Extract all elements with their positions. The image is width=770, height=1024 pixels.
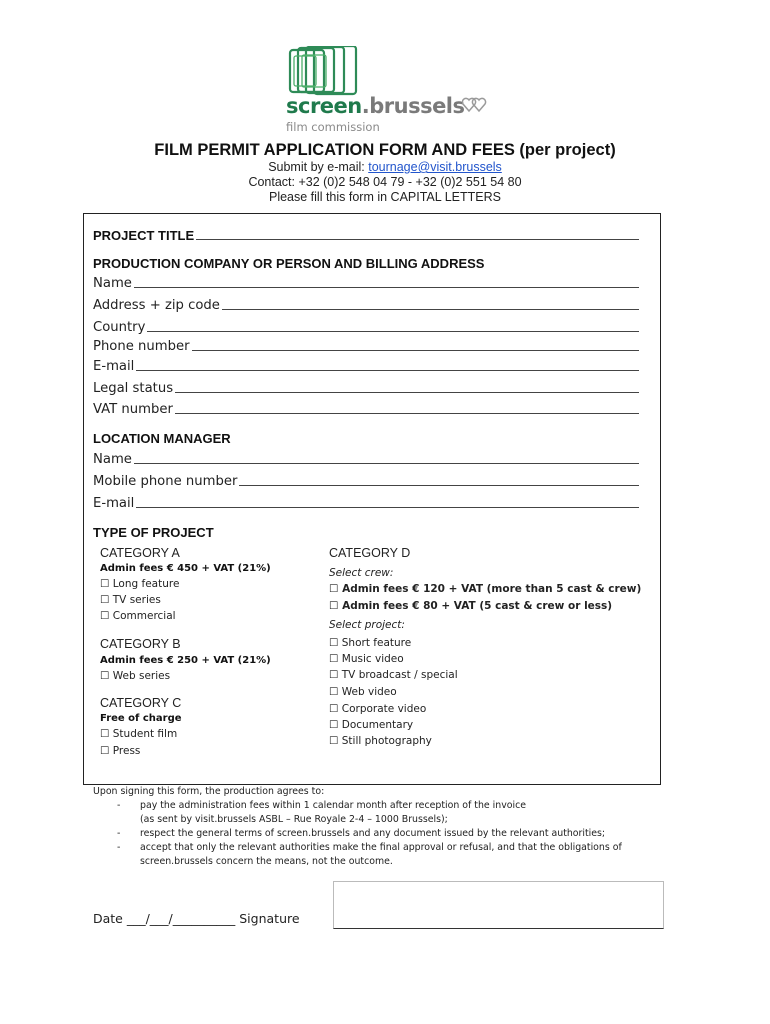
checkbox-icon: ☐: [329, 653, 339, 665]
checkbox-icon: ☐: [100, 670, 110, 682]
checkbox-icon: ☐: [100, 745, 110, 757]
category-a-fee: Admin fees € 450 + VAT (21%): [100, 563, 271, 574]
checkbox-student-film[interactable]: ☐ Student film: [100, 728, 178, 740]
checkbox-crew-5-or-less[interactable]: ☐ Admin fees € 80 + VAT (5 cast & crew or less): [329, 600, 613, 612]
type-of-project-heading: TYPE OF PROJECT: [93, 525, 214, 540]
terms-bullet-2: respect the general terms of screen.brussels and any document issued by the relevant authorities;: [140, 828, 606, 839]
category-b-fee: Admin fees € 250 + VAT (21%): [100, 655, 271, 666]
terms-dash: -: [117, 800, 121, 811]
checkbox-icon: ☐: [100, 610, 110, 622]
location-manager-heading: LOCATION MANAGER: [93, 431, 231, 446]
checkbox-press[interactable]: ☐ Press: [100, 745, 141, 757]
production-legal-status-field[interactable]: Legal status: [93, 381, 639, 396]
checkbox-short-feature[interactable]: ☐ Short feature: [329, 637, 412, 649]
page-title: FILM PERMIT APPLICATION FORM AND FEES (per project): [154, 141, 616, 159]
checkbox-still-photography[interactable]: ☐ Still photography: [329, 735, 432, 747]
checkbox-music-video[interactable]: ☐ Music video: [329, 653, 404, 665]
checkbox-icon: ☐: [329, 686, 339, 698]
category-d-title: CATEGORY D: [329, 546, 411, 560]
logo-wordmark: screen.brussels: [286, 94, 465, 118]
production-name-field[interactable]: Name: [93, 276, 639, 291]
terms-bullet-3: accept that only the relevant authorities make the final approval or refusal, and that the obligations of: [140, 842, 622, 853]
date-signature-label: Date ___/___/__________ Signature: [93, 911, 300, 926]
terms-bullet-1-cont: (as sent by visit.brussels ASBL – Rue Royale 2-4 – 1000 Brussels);: [140, 814, 448, 825]
production-heading: PRODUCTION COMPANY OR PERSON AND BILLING ADDRESS: [93, 256, 485, 271]
checkbox-icon: ☐: [100, 728, 110, 740]
production-address-field[interactable]: Address + zip code: [93, 298, 639, 313]
checkbox-long-feature[interactable]: ☐ Long feature: [100, 578, 180, 590]
category-b-title: CATEGORY B: [100, 637, 181, 651]
location-mobile-field[interactable]: Mobile phone number: [93, 474, 639, 489]
checkbox-icon: ☐: [329, 703, 339, 715]
checkbox-icon: ☐: [329, 735, 339, 747]
logo-subtitle: film commission: [286, 120, 380, 134]
instruction-line: Please fill this form in CAPITAL LETTERS: [268, 190, 501, 204]
terms-bullet-1: pay the administration fees within 1 calendar month after reception of the invoice: [140, 800, 527, 811]
checkbox-icon: ☐: [100, 594, 110, 606]
production-email-field[interactable]: E-mail: [93, 359, 639, 374]
checkbox-icon: ☐: [329, 600, 339, 612]
category-c-fee: Free of charge: [100, 713, 182, 724]
checkbox-icon: ☐: [329, 669, 339, 681]
checkbox-crew-more-than-5[interactable]: ☐ Admin fees € 120 + VAT (more than 5 cast & crew): [329, 583, 642, 595]
production-phone-field[interactable]: Phone number: [93, 339, 639, 354]
select-project-label: Select project:: [329, 619, 405, 631]
contact-line: Contact: +32 (0)2 548 04 79 - +32 (0)2 551 54 80: [248, 175, 522, 189]
location-email-field[interactable]: E-mail: [93, 496, 639, 511]
hearts-icon: [462, 97, 488, 113]
project-title-field[interactable]: PROJECT TITLE: [93, 228, 639, 243]
signature-field[interactable]: [333, 881, 664, 929]
terms-bullet-3-cont: screen.brussels concern the means, not the outcome.: [140, 856, 393, 867]
terms-dash: -: [117, 828, 121, 839]
production-country-field[interactable]: Country: [93, 320, 639, 335]
email-link[interactable]: tournage@visit.brussels: [368, 160, 502, 174]
checkbox-web-video[interactable]: ☐ Web video: [329, 686, 397, 698]
checkbox-web-series[interactable]: ☐ Web series: [100, 670, 171, 682]
screen-brussels-logo: [286, 46, 496, 136]
location-name-field[interactable]: Name: [93, 452, 639, 467]
submit-line: Submit by e-mail: tournage@visit.brussels: [268, 160, 502, 174]
screens-logo-icon: [288, 46, 363, 98]
select-crew-label: Select crew:: [329, 567, 394, 579]
production-vat-field[interactable]: VAT number: [93, 402, 639, 417]
terms-intro: Upon signing this form, the production agrees to:: [93, 786, 325, 797]
terms-dash: -: [117, 842, 121, 853]
checkbox-tv-broadcast[interactable]: ☐ TV broadcast / special: [329, 669, 458, 681]
checkbox-commercial[interactable]: ☐ Commercial: [100, 610, 176, 622]
checkbox-icon: ☐: [329, 637, 339, 649]
checkbox-corporate-video[interactable]: ☐ Corporate video: [329, 703, 427, 715]
category-c-title: CATEGORY C: [100, 696, 182, 710]
category-a-title: CATEGORY A: [100, 546, 180, 560]
checkbox-tv-series[interactable]: ☐ TV series: [100, 594, 161, 606]
checkbox-documentary[interactable]: ☐ Documentary: [329, 719, 414, 731]
checkbox-icon: ☐: [100, 578, 110, 590]
checkbox-icon: ☐: [329, 719, 339, 731]
checkbox-icon: ☐: [329, 583, 339, 595]
